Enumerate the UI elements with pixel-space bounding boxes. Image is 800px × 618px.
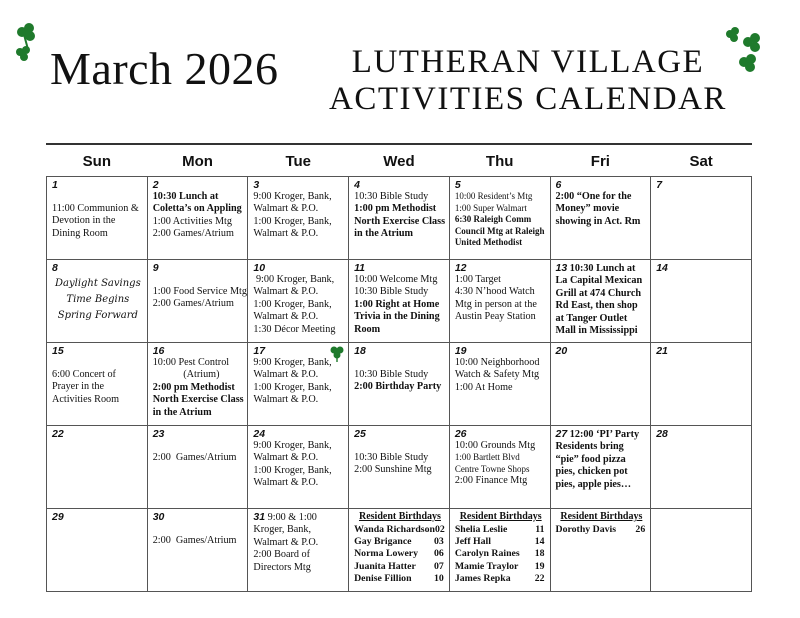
event-line: 11:00 Communion & xyxy=(52,203,139,214)
event-line: Council Mtg at Raleigh xyxy=(454,225,545,236)
day-cell xyxy=(47,426,148,509)
birthday-row xyxy=(354,561,446,573)
event-line: Walmart & P.O. xyxy=(253,394,319,406)
day-number: 30 xyxy=(152,511,165,523)
day-number: 8 xyxy=(52,262,58,274)
spacer xyxy=(153,274,245,286)
seasonal-note-line: Time Begins xyxy=(66,294,130,305)
day-first-line xyxy=(556,262,648,275)
event-line: pies, chicken pot xyxy=(555,466,628,478)
day-number: 15 xyxy=(52,345,64,357)
birthday-date: 14 xyxy=(534,535,545,547)
event-line: 2:00 Birthday Party xyxy=(354,381,442,393)
event-line: North Exercise Class xyxy=(152,394,244,406)
event-line: 2:00 pm Methodist xyxy=(152,381,235,393)
event-line: 9:00 Kroger, Bank, xyxy=(253,440,332,451)
event-line: 9:00 Kroger, Bank, xyxy=(253,191,332,202)
spacer xyxy=(52,357,144,369)
day-cell xyxy=(550,426,651,509)
birthday-name: Carolyn Raines xyxy=(454,548,520,560)
month-title: March 2026 xyxy=(50,43,279,94)
event-line: Walmart & P.O. xyxy=(253,311,319,323)
day-number: 4 xyxy=(354,179,360,191)
weekday-header-row xyxy=(47,146,752,177)
birthday-date: 26 xyxy=(635,523,646,535)
event-line: 1:00 Kroger, Bank, xyxy=(253,464,332,476)
spacer xyxy=(52,191,144,203)
week-row xyxy=(47,260,752,343)
day-number: 14 xyxy=(656,262,668,274)
birthday-row xyxy=(455,548,547,560)
event-line: 1:00 Food Service Mtg xyxy=(152,286,247,297)
event-line: pies, apple pies… xyxy=(555,478,632,490)
day-number: 29 xyxy=(52,511,64,523)
event-line: Trivia in the Dining xyxy=(354,311,440,323)
day-cell xyxy=(349,509,450,592)
organization-title xyxy=(318,44,738,118)
day-cell xyxy=(248,509,349,592)
day-cell xyxy=(651,426,752,509)
day-number: 27 xyxy=(555,428,568,440)
birthday-date: 18 xyxy=(534,548,545,560)
day-number: 6 xyxy=(555,179,562,191)
org-title-line2: ACTIVITIES CALENDAR xyxy=(329,81,727,117)
day-cell xyxy=(248,177,349,260)
day-cell xyxy=(147,426,248,509)
day-cell xyxy=(349,426,450,509)
event-line: 9:00 Kroger, Bank, xyxy=(253,357,332,368)
event-line: La Capital Mexican xyxy=(555,275,643,287)
event-line: 1:00 At Home xyxy=(454,381,513,393)
event-line: 2:00 Games/Atrium xyxy=(152,452,237,463)
event-line: Kroger, Bank, xyxy=(253,524,311,536)
event-line: 10:30 Bible Study xyxy=(354,191,429,202)
week-row xyxy=(47,426,752,509)
birthday-date: 06 xyxy=(434,548,444,560)
weekday-header-wed: Wed xyxy=(383,152,415,170)
event-line: 2:00 Games/Atrium xyxy=(152,228,234,240)
event-line: 1:00 Target xyxy=(454,274,501,285)
birthday-name: Mamie Traylor xyxy=(454,560,519,572)
event-line: 6:30 Raleigh Comm xyxy=(454,214,532,224)
day-number: 12 xyxy=(454,262,467,274)
event-line: 6:00 Concert of xyxy=(52,369,116,380)
calendar-grid xyxy=(46,146,752,592)
day-number: 9 xyxy=(152,262,159,274)
day-cell xyxy=(449,426,550,509)
birthday-name: Wanda Richardson xyxy=(354,523,435,535)
event-line: Activities Room xyxy=(52,393,120,405)
day-cell xyxy=(147,509,248,592)
birthdays-header: Resident Birthdays xyxy=(459,511,542,522)
event-line: Centre Towne Shops xyxy=(454,463,530,474)
event-line: Walmart & P.O. xyxy=(253,536,319,548)
day-cell xyxy=(47,509,148,592)
day-number: 3 xyxy=(253,179,260,191)
event-line: 9:00 & 1:00 xyxy=(267,512,317,523)
birthday-name: Juanita Hatter xyxy=(354,560,416,572)
seasonal-note-line: Daylight Savings xyxy=(55,278,141,289)
event-line: 1:00 Activities Mtg xyxy=(152,215,232,227)
birthdays-header: Resident Birthdays xyxy=(560,511,643,522)
event-line: Prayer in the xyxy=(52,381,105,393)
event-line: 2:00 Games/Atrium xyxy=(152,298,234,310)
event-line: Walmart & P.O. xyxy=(253,477,319,489)
event-line: Residents bring xyxy=(555,441,624,453)
day-number: 25 xyxy=(354,428,366,440)
birthday-row xyxy=(455,536,547,548)
birthday-date: 03 xyxy=(434,535,444,547)
day-number: 28 xyxy=(656,428,668,440)
event-line: 1:00 Bartlett Blvd xyxy=(454,452,520,463)
day-cell xyxy=(651,509,752,592)
shamrock-icon xyxy=(10,22,48,66)
birthday-name: Dorothy Davis xyxy=(555,523,617,535)
day-cell xyxy=(47,177,148,260)
event-line: 10:00 Pest Control xyxy=(152,357,230,368)
day-number: 17 xyxy=(253,345,266,357)
birthday-date: 10 xyxy=(434,573,444,585)
event-line: Walmart & P.O. xyxy=(253,369,319,381)
event-line: 10:30 Lunch at xyxy=(152,191,219,202)
day-cell xyxy=(47,343,148,426)
birthday-name: Shelia Leslie xyxy=(454,523,508,535)
birthday-name: James Repka xyxy=(454,573,511,585)
day-cell xyxy=(349,177,450,260)
day-cell xyxy=(449,343,550,426)
day-cell xyxy=(449,509,550,592)
day-number: 20 xyxy=(555,345,568,357)
event-line: United Methodist xyxy=(454,237,523,247)
day-cell xyxy=(349,343,450,426)
day-cell xyxy=(449,260,550,343)
event-line: 1:00 Right at Home xyxy=(354,298,440,310)
birthday-row xyxy=(354,524,446,536)
day-number: 16 xyxy=(152,345,165,357)
event-line: Walmart & P.O. xyxy=(253,452,319,464)
event-line: 12:00 ‘PI’ Party xyxy=(569,429,640,440)
event-line: Walmart & P.O. xyxy=(253,286,319,298)
birthdays-header: Resident Birthdays xyxy=(358,511,441,522)
day-cell xyxy=(248,260,349,343)
event-line: 10:00 Welcome Mtg xyxy=(354,274,438,285)
day-number: 11 xyxy=(354,262,366,274)
day-number: 31 xyxy=(253,511,266,523)
event-line: 1:00 Kroger, Bank, xyxy=(253,381,332,393)
day-number: 7 xyxy=(656,179,663,191)
event-line: Rd East, then shop xyxy=(555,300,638,312)
event-line: Money” movie xyxy=(555,203,620,215)
birthday-date: 19 xyxy=(534,560,545,572)
day-number: 5 xyxy=(454,179,461,191)
header-divider xyxy=(46,143,752,145)
day-cell xyxy=(147,343,248,426)
event-line: Directors Mtg xyxy=(253,561,311,573)
birthday-row xyxy=(354,573,446,585)
seasonal-note-line: Spring Forward xyxy=(57,310,138,321)
birthday-row xyxy=(354,548,446,560)
day-cell xyxy=(349,260,450,343)
day-number: 18 xyxy=(354,345,366,357)
event-line: 2:00 “One for the xyxy=(555,191,632,202)
week-row xyxy=(47,509,752,592)
week-row xyxy=(47,343,752,426)
event-line: “pie” food pizza xyxy=(555,453,626,465)
event-line: Walmart & P.O. xyxy=(253,228,319,240)
day-number: 13 xyxy=(555,262,568,274)
spacer xyxy=(354,357,446,369)
event-line: showing in Act. Rm xyxy=(555,215,641,227)
birthday-name: Denise Fillion xyxy=(354,573,412,585)
birthday-date: 02 xyxy=(434,523,445,535)
day-first-line xyxy=(253,511,345,524)
day-cell xyxy=(147,260,248,343)
birthday-row xyxy=(455,524,547,536)
event-line: Walmart & P.O. xyxy=(253,203,319,215)
event-line: 2:00 Finance Mtg xyxy=(454,475,528,487)
weekday-header-thu: Thu xyxy=(485,152,514,170)
day-number: 19 xyxy=(454,345,467,357)
day-cell xyxy=(550,509,651,592)
day-number: 22 xyxy=(52,428,64,440)
event-line: Austin Peay Station xyxy=(454,311,536,323)
birthday-row xyxy=(354,536,446,548)
event-line: 2:00 Sunshine Mtg xyxy=(354,464,432,476)
day-number: 2 xyxy=(152,179,159,191)
event-line: 10:00 Grounds Mtg xyxy=(454,440,536,451)
event-line: 10:30 Lunch at xyxy=(569,263,636,274)
event-line: Mtg in person at the xyxy=(454,298,537,310)
weekday-header-sat: Sat xyxy=(689,152,713,170)
day-number: 24 xyxy=(253,428,266,440)
seasonal-note xyxy=(52,276,144,324)
day-number: 23 xyxy=(152,428,165,440)
day-first-line xyxy=(556,428,648,441)
event-line: Coletta’s on Appling xyxy=(152,203,242,215)
weekday-header-mon: Mon xyxy=(182,152,213,170)
event-line: Dining Room xyxy=(52,227,108,239)
day-cell xyxy=(651,343,752,426)
event-line: 4:30 N’hood Watch xyxy=(454,286,535,298)
calendar-body xyxy=(47,177,752,592)
day-cell xyxy=(651,177,752,260)
event-line: 10:30 Bible Study xyxy=(354,452,429,463)
day-number: 21 xyxy=(656,345,668,357)
event-line: 10:00 Neighborhood xyxy=(454,357,540,368)
day-cell xyxy=(651,260,752,343)
event-line: Mall in Mississippi xyxy=(555,325,638,337)
event-line: North Exercise Class xyxy=(354,215,446,227)
spacer xyxy=(153,523,245,535)
day-number: 26 xyxy=(454,428,467,440)
birthday-name: Gay Brigance xyxy=(354,535,412,547)
birthday-date: 11 xyxy=(535,523,545,535)
event-line: at Tanger Outlet xyxy=(555,312,628,324)
birthday-name: Norma Lowery xyxy=(354,548,419,560)
event-line: 1:00 pm Methodist xyxy=(354,203,437,215)
weekday-header-tue: Tue xyxy=(285,152,312,170)
weekday-header-fri: Fri xyxy=(590,152,610,170)
event-line: Room xyxy=(354,323,381,335)
day-cell xyxy=(550,177,651,260)
day-number: 1 xyxy=(52,179,58,191)
event-line: (Atrium) xyxy=(152,369,220,381)
day-cell xyxy=(248,426,349,509)
day-number: 10 xyxy=(253,262,266,274)
event-line: 2:00 Games/Atrium xyxy=(152,535,237,546)
event-line: 1:30 Décor Meeting xyxy=(253,323,336,335)
shamrock-icon xyxy=(328,344,346,366)
event-line: Watch & Safety Mtg xyxy=(454,369,540,381)
weekday-header-sun: Sun xyxy=(82,152,112,170)
event-line: in the Atrium xyxy=(152,406,212,418)
spacer xyxy=(354,440,446,452)
event-line: Devotion in the xyxy=(52,215,116,227)
day-cell xyxy=(550,343,651,426)
week-row xyxy=(47,177,752,260)
event-line: 1:00 Super Walmart xyxy=(454,202,527,213)
birthday-name: Jeff Hall xyxy=(454,535,491,547)
event-line: 1:00 Kroger, Bank, xyxy=(253,215,332,227)
day-cell xyxy=(449,177,550,260)
event-line: Grill at 474 Church xyxy=(555,287,642,299)
event-line: 1:00 Kroger, Bank, xyxy=(253,298,332,310)
day-cell xyxy=(248,343,349,426)
birthday-date: 22 xyxy=(534,573,545,585)
event-line: 9:00 Kroger, Bank, xyxy=(253,274,335,285)
event-line: 10:00 Resident’s Mtg xyxy=(454,191,533,201)
event-line: 10:30 Bible Study xyxy=(354,369,429,380)
birthday-row xyxy=(455,561,547,573)
birthday-row xyxy=(455,573,547,585)
birthday-date: 07 xyxy=(434,560,444,572)
day-cell xyxy=(47,260,148,343)
event-line: 10:30 Bible Study xyxy=(354,286,429,298)
spacer xyxy=(153,440,245,452)
event-line: in the Atrium xyxy=(354,228,413,240)
event-line: 2:00 Board of xyxy=(253,549,310,561)
day-cell xyxy=(550,260,651,343)
org-title-line1: LUTHERAN VILLAGE xyxy=(351,44,705,80)
day-cell xyxy=(147,177,248,260)
birthday-row xyxy=(556,524,648,536)
